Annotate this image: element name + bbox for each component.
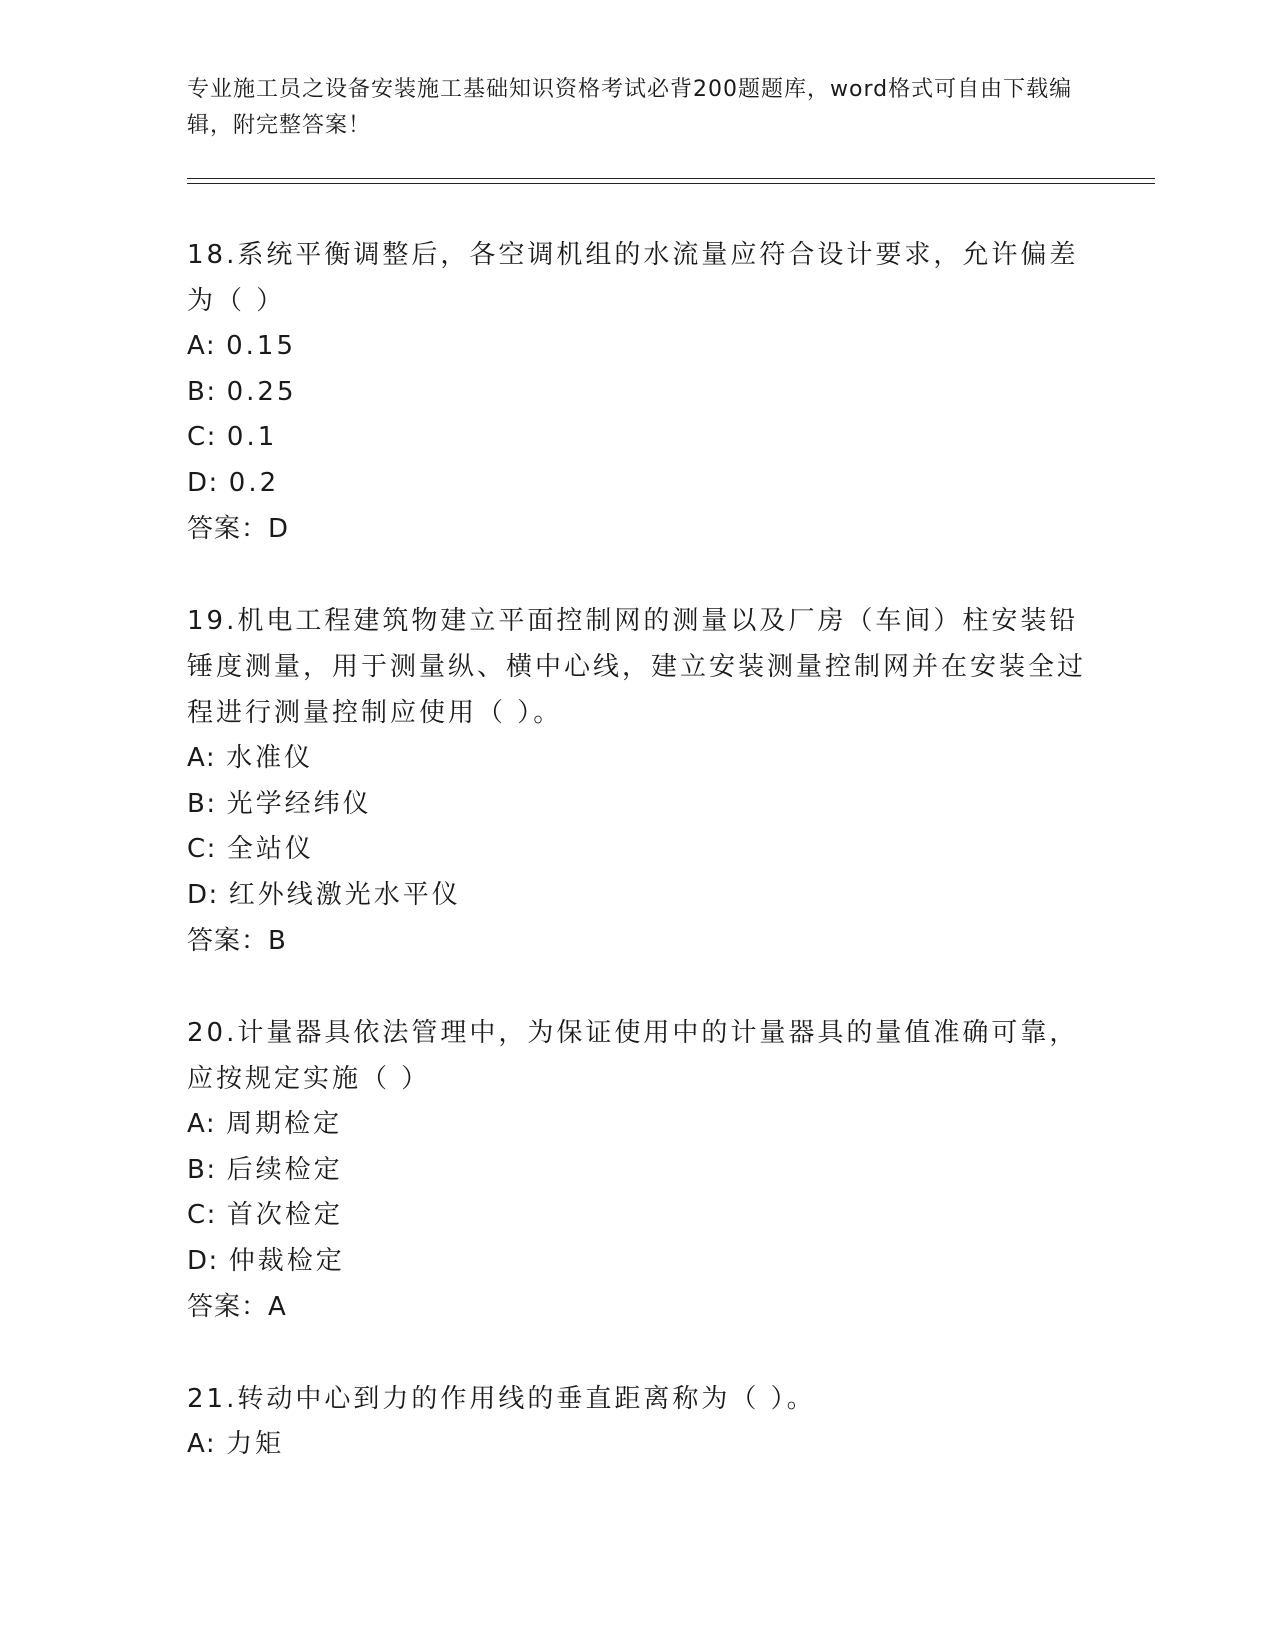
option-text: 水准仪 (226, 743, 314, 773)
option-d (187, 873, 1087, 919)
question-20 (187, 1010, 1087, 1330)
option-b (187, 782, 1087, 828)
option-key: D: (187, 1245, 219, 1276)
header-divider-top (187, 178, 1155, 179)
option-text: 0.25 (226, 376, 297, 407)
option-a (187, 736, 1087, 782)
question-21 (187, 1376, 1087, 1468)
option-key: B: (187, 788, 217, 819)
option-a (187, 324, 1087, 370)
question-list (187, 232, 1087, 1468)
option-text: 光学经纬仪 (226, 788, 372, 819)
option-text: 0.1 (226, 422, 278, 452)
option-key: C: (187, 422, 217, 452)
option-text: 力矩 (226, 1429, 285, 1459)
answer-line: 答案：A (187, 1292, 287, 1322)
option-c (187, 827, 1087, 873)
header-divider-bottom (187, 183, 1155, 184)
option-d (187, 1239, 1087, 1285)
option-key: C: (187, 1200, 217, 1230)
option-b (187, 370, 1087, 416)
option-c (187, 415, 1087, 461)
option-key: A: (187, 1429, 217, 1459)
option-key: A: (187, 1109, 217, 1139)
option-text: 首次检定 (226, 1200, 343, 1230)
option-key: C: (187, 834, 217, 864)
option-key: D: (187, 879, 219, 910)
option-key: A: (187, 331, 217, 361)
question-stem: 21.转动中心到力的作用线的垂直距离称为（ ）。 (187, 1384, 816, 1414)
option-key: A: (187, 743, 217, 773)
option-a (187, 1102, 1087, 1148)
option-a (187, 1422, 1087, 1468)
answer-line: 答案：B (187, 926, 287, 956)
question-18 (187, 232, 1087, 552)
option-text: 周期检定 (226, 1109, 343, 1139)
option-text: 0.15 (226, 331, 296, 361)
option-b (187, 1148, 1087, 1194)
option-text: 全站仪 (226, 834, 314, 864)
option-text: 仲裁检定 (228, 1245, 345, 1276)
answer-line: 答案：D (187, 514, 290, 544)
option-key: B: (187, 1154, 217, 1185)
option-d (187, 461, 1087, 507)
question-stem: 19.机电工程建筑物建立平面控制网的测量以及厂房（车间）柱安装铅锤度测量，用于测量纵、横中心线，建立安装测量控制网并在安装全过程进行测量控制应使用（ ）。 (187, 606, 1087, 728)
option-key: B: (187, 376, 217, 407)
option-text: 0.2 (228, 467, 280, 498)
option-key: D: (187, 467, 219, 498)
question-stem: 18.系统平衡调整后，各空调机组的水流量应符合设计要求，允许偏差为（ ） (187, 240, 1079, 316)
option-text: 红外线激光水平仪 (228, 879, 461, 910)
question-stem: 20.计量器具依法管理中，为保证使用中的计量器具的量值准确可靠，应按规定实施（ ） (187, 1018, 1079, 1094)
document-header: 专业施工员之设备安装施工基础知识资格考试必背200题题库，word格式可自由下载编辑，附完整答案！ (187, 77, 1073, 138)
option-text: 后续检定 (226, 1154, 343, 1185)
question-19 (187, 598, 1087, 964)
option-c (187, 1193, 1087, 1239)
